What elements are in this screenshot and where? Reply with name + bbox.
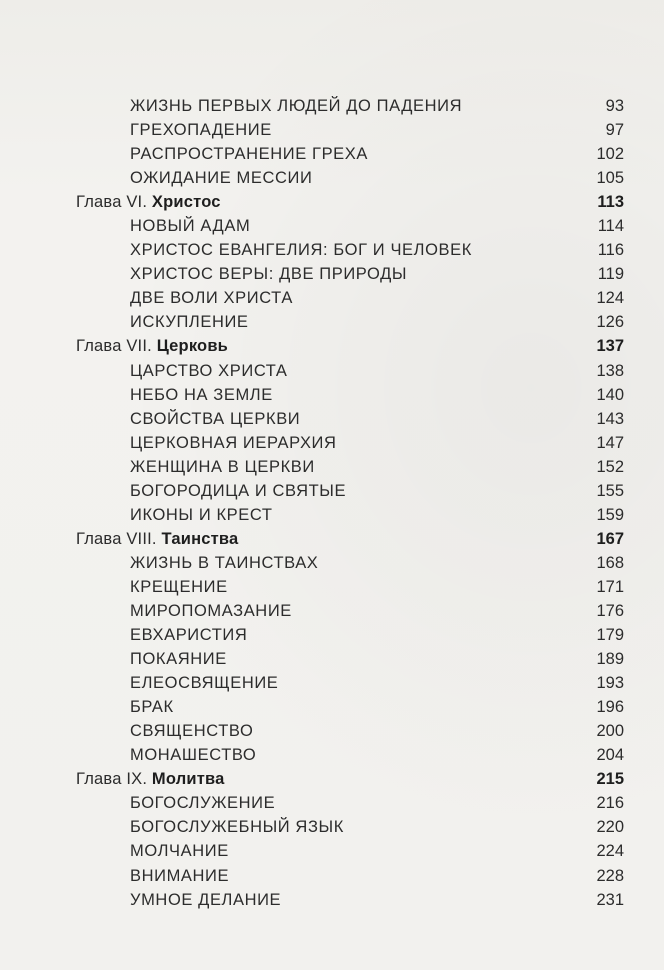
page-number: 119: [597, 265, 624, 284]
entry-title: РАСПРОСТРАНЕНИЕ ГРЕХА: [130, 145, 368, 164]
page-number: 176: [596, 601, 624, 620]
toc-entry: [0, 623, 664, 647]
entry-title: СВЯЩЕНСТВО: [130, 722, 254, 741]
page-number: 93: [605, 97, 624, 115]
page-number: 224: [596, 842, 624, 861]
entry-title: МОЛЧАНИЕ: [130, 842, 229, 861]
toc-entry: [0, 479, 664, 503]
chapter-name: Молитва: [151, 770, 225, 789]
toc-entry: [0, 142, 664, 166]
toc-entry: [0, 310, 664, 334]
chapter-number: Глава IX.: [76, 770, 152, 789]
entry-title: ДВЕ ВОЛИ ХРИСТА: [130, 289, 293, 308]
page-number: 200: [596, 722, 624, 741]
entry-title: МОНАШЕСТВО: [130, 746, 257, 765]
page-number: 126: [596, 313, 624, 332]
chapter-number: Глава VI.: [76, 193, 152, 212]
page-number: 105: [596, 169, 624, 188]
page-number: 155: [596, 481, 624, 500]
toc-entry: [0, 575, 664, 599]
toc-entry: [0, 286, 664, 310]
toc-entry: [0, 815, 664, 839]
toc-entry: [0, 359, 664, 383]
page-number: 167: [596, 529, 624, 548]
chapter-name: Церковь: [156, 337, 229, 356]
entry-title: МИРОПОМАЗАНИЕ: [130, 601, 292, 620]
entry-title: НОВЫЙ АДАМ: [130, 217, 251, 236]
page-number: 196: [596, 698, 624, 717]
entry-title: БОГОРОДИЦА И СВЯТЫЕ: [130, 481, 347, 500]
page-number: 204: [596, 746, 624, 765]
page-number: 102: [596, 145, 624, 164]
entry-title: ЕЛЕОСВЯЩЕНИЕ: [130, 674, 279, 693]
page-number: 193: [596, 674, 624, 693]
entry-title: ИКОНЫ И КРЕСТ: [130, 505, 273, 524]
toc-chapter-heading: [0, 190, 664, 214]
chapter-title: [76, 767, 225, 791]
entry-title: УМНОЕ ДЕЛАНИЕ: [130, 890, 282, 909]
toc-entry: [0, 214, 664, 238]
entry-title: ЦАРСТВО ХРИСТА: [130, 361, 288, 380]
page-number: 124: [596, 289, 624, 308]
entry-title: НЕБО НА ЗЕМЛЕ: [130, 385, 273, 404]
chapter-name: Таинства: [161, 529, 239, 548]
entry-title: БОГОСЛУЖЕНИЕ: [130, 794, 276, 813]
page-number: 143: [596, 409, 624, 428]
entry-title: ХРИСТОС ВЕРЫ: ДВЕ ПРИРОДЫ: [130, 265, 408, 284]
entry-title: БРАК: [130, 698, 174, 717]
toc-entry: [0, 262, 664, 286]
page-number: 114: [597, 217, 624, 236]
page-number: 171: [596, 577, 624, 596]
entry-title: ОЖИДАНИЕ МЕССИИ: [130, 169, 313, 188]
toc-entry: [0, 791, 664, 815]
toc-entry: [0, 166, 664, 190]
table-of-contents: [0, 94, 664, 912]
page-number: 220: [596, 818, 624, 837]
toc-entry: [0, 719, 664, 743]
toc-entry: [0, 743, 664, 767]
toc-chapter-heading: [0, 767, 664, 791]
entry-title: ЦЕРКОВНАЯ ИЕРАРХИЯ: [130, 433, 337, 452]
page-number: 140: [596, 385, 624, 404]
page-number: 152: [596, 457, 624, 476]
toc-entry: [0, 671, 664, 695]
page-number: 189: [596, 650, 624, 669]
entry-title: ВНИМАНИЕ: [130, 866, 230, 885]
chapter-name: Христос: [151, 193, 221, 212]
entry-title: ЖЕНЩИНА В ЦЕРКВИ: [130, 457, 315, 476]
toc-entry: [0, 839, 664, 863]
page-number: 138: [596, 361, 624, 380]
toc-entry: [0, 551, 664, 575]
toc-entry: [0, 599, 664, 623]
toc-entry: [0, 503, 664, 527]
entry-title: ЖИЗНЬ В ТАИНСТВАХ: [130, 553, 319, 572]
entry-title: ЕВХАРИСТИЯ: [130, 626, 248, 645]
page-number: 215: [596, 770, 624, 789]
chapter-number: Глава VII.: [76, 337, 157, 356]
page-number: 179: [596, 626, 624, 645]
entry-title: ГРЕХОПАДЕНИЕ: [130, 121, 272, 140]
entry-title: ХРИСТОС ЕВАНГЕЛИЯ: БОГ И ЧЕЛОВЕК: [130, 241, 472, 260]
toc-chapter-heading: [0, 334, 664, 358]
toc-entry: [0, 431, 664, 455]
chapter-title: [76, 527, 238, 551]
page-number: 168: [596, 553, 624, 572]
page-number: 231: [596, 890, 624, 909]
toc-entry: [0, 94, 664, 118]
toc-chapter-heading: [0, 527, 664, 551]
toc-entry: [0, 118, 664, 142]
chapter-title: [76, 334, 228, 358]
chapter-number: Глава VIII.: [76, 529, 162, 548]
toc-entry: [0, 407, 664, 431]
entry-title: СВОЙСТВА ЦЕРКВИ: [130, 409, 301, 428]
toc-entry: [0, 455, 664, 479]
toc-entry: [0, 888, 664, 912]
page-number: 216: [596, 794, 624, 813]
entry-title: БОГОСЛУЖЕБНЫЙ ЯЗЫК: [130, 818, 344, 837]
entry-title: КРЕЩЕНИЕ: [130, 577, 228, 596]
toc-entry: [0, 695, 664, 719]
entry-title: ПОКАЯНИЕ: [130, 650, 227, 669]
page-number: 116: [597, 241, 624, 260]
entry-title: ИСКУПЛЕНИЕ: [130, 313, 249, 332]
page-number: 159: [596, 505, 624, 524]
toc-entry: [0, 864, 664, 888]
page-number: 137: [596, 337, 624, 356]
page-number: 228: [596, 866, 624, 885]
page-number: 97: [605, 121, 624, 140]
entry-title: ЖИЗНЬ ПЕРВЫХ ЛЮДЕЙ ДО ПАДЕНИЯ: [130, 97, 463, 115]
page-number: 113: [597, 193, 624, 212]
toc-entry: [0, 238, 664, 262]
toc-entry: [0, 383, 664, 407]
page-number: 147: [596, 433, 624, 452]
toc-entry: [0, 647, 664, 671]
chapter-title: [76, 190, 221, 214]
